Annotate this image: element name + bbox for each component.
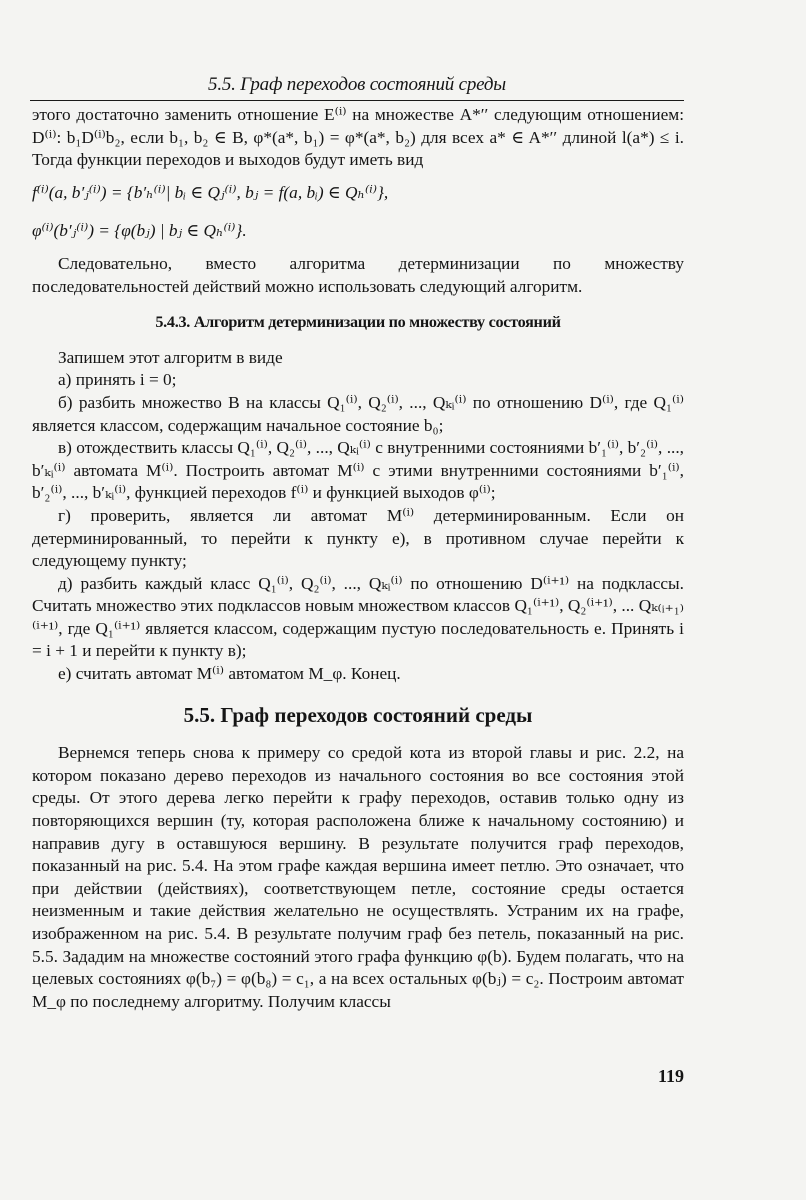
algorithm-step-e: е) считать автомат M⁽ⁱ⁾ автоматом M_φ. Конец. [58,664,401,684]
formula-output-function: φ⁽ⁱ⁾(b′ⱼ⁽ⁱ⁾) = {φ(bⱼ) | bⱼ ∈ Qₕ⁽ⁱ⁾}. [32,221,247,241]
paragraph-graph: Вернемся теперь снова к примеру со средой кота из второй главы и рис. 2.2, на котором показано дерево переходов из начального состояния во все состояния этой среды. От этого дерева легко перейти к графу переходов, оставив только одну из повторяющихся вершин (ту, которая расположена ближе к начальному состоянию) и направив дугу в оставшуюся вершину. В результате получится граф переходов, показанный на рис. 5.4. На этом графе каждая вершина имеет петлю. Это означает, что при действии (действиях), соответствующем петле, состояние среды остается неизменным и такие действия желательно не осуществлять. Устраним их на графе, изображенном на рис. 5.4. В результате получим граф без петель, показанный на рис. 5.5. Зададим на множестве состояний этого графа функцию φ(b). Будем полагать, что на целевых состояниях φ(b₇) = φ(b₈) = c₁, а на всех остальных φ(bⱼ) = c₂. Построим автомат M_φ по последнему алгоритму. Получим классы [32,743,684,1011]
running-title: 5.5. Граф переходов состояний среды [208,74,506,95]
algorithm-step-a: а) принять i = 0; [58,370,177,390]
formula-transition-function: f⁽ⁱ⁾(a, b′ⱼ⁽ⁱ⁾) = {b′ₕ⁽ⁱ⁾| bᵢ ∈ Qⱼ⁽ⁱ⁾, bⱼ = f(a, bᵢ) ∈ Qₕ⁽ⁱ⁾}, [32,182,389,202]
algorithm-step-d: д) разбить каждый класс Q₁⁽ⁱ⁾, Q₂⁽ⁱ⁾, ..., Qₖᵢ⁽ⁱ⁾ по отношению D⁽ⁱ⁺¹⁾ на подклассы. Считать множество этих подклассов новым множеством классов Q₁⁽ⁱ⁺¹⁾, Q₂⁽ⁱ⁺¹⁾, ... Qₖ₍ᵢ₊₁₎⁽ⁱ⁺¹⁾, где Q₁⁽ⁱ⁺¹⁾ является классом, содержащим пустую последовательность e. Принять i = i + 1 и перейти к пункту в); [32,573,684,661]
page-number: 119 [657,1066,684,1086]
algorithm-step-g: г) проверить, является ли автомат M⁽ⁱ⁾ детерминированным. Если он детерминированный, то перейти к пункту е), в противном случае перейти к следующему пункту; [32,505,684,571]
header-rule [30,100,684,101]
paragraph-conclusion: Следовательно, вместо алгоритма детерминизации по множеству последовательностей действий можно использовать следующий алгоритм. [32,253,684,296]
algorithm-intro: Запишем этот алгоритм в виде [58,347,283,367]
algorithm-step-b: б) разбить множество B на классы Q₁⁽ⁱ⁾, Q₂⁽ⁱ⁾, ..., Qₖᵢ⁽ⁱ⁾ по отношению D⁽ⁱ⁾, где Q₁⁽ⁱ⁾ является классом, содержащим начальное состояние b₀; [32,392,684,435]
paragraph-continued: этого достаточно заменить отношение E⁽ⁱ⁾ на множестве A*′′ следующим отношением: D⁽ⁱ⁾: b₁D⁽ⁱ⁾b₂, если b₁, b₂ ∈ B, φ*(a*, b₁) = φ*(a*, b₂) для всех a* ∈ A*′′ длиной l(a*) ≤ i. Тогда функции переходов и выходов будут иметь вид [32,105,684,170]
page-body [32,104,684,1013]
algorithm-step-v: в) отождествить классы Q₁⁽ⁱ⁾, Q₂⁽ⁱ⁾, ..., Qₖᵢ⁽ⁱ⁾ с внутренними состояниями b′₁⁽ⁱ⁾, b′₂⁽ⁱ⁾, ..., b′ₖᵢ⁽ⁱ⁾ автомата M⁽ⁱ⁾. Построить автомат M⁽ⁱ⁾ с этими внутренними состояниями b′₁⁽ⁱ⁾, b′₂⁽ⁱ⁾, ..., b′ₖᵢ⁽ⁱ⁾, функцией переходов f⁽ⁱ⁾ и функцией выходов φ⁽ⁱ⁾; [32,438,684,503]
subsection-title: 5.4.3. Алгоритм детерминизации по множеству состояний [155,313,561,332]
section-title: 5.5. Граф переходов состояний среды [183,702,533,727]
